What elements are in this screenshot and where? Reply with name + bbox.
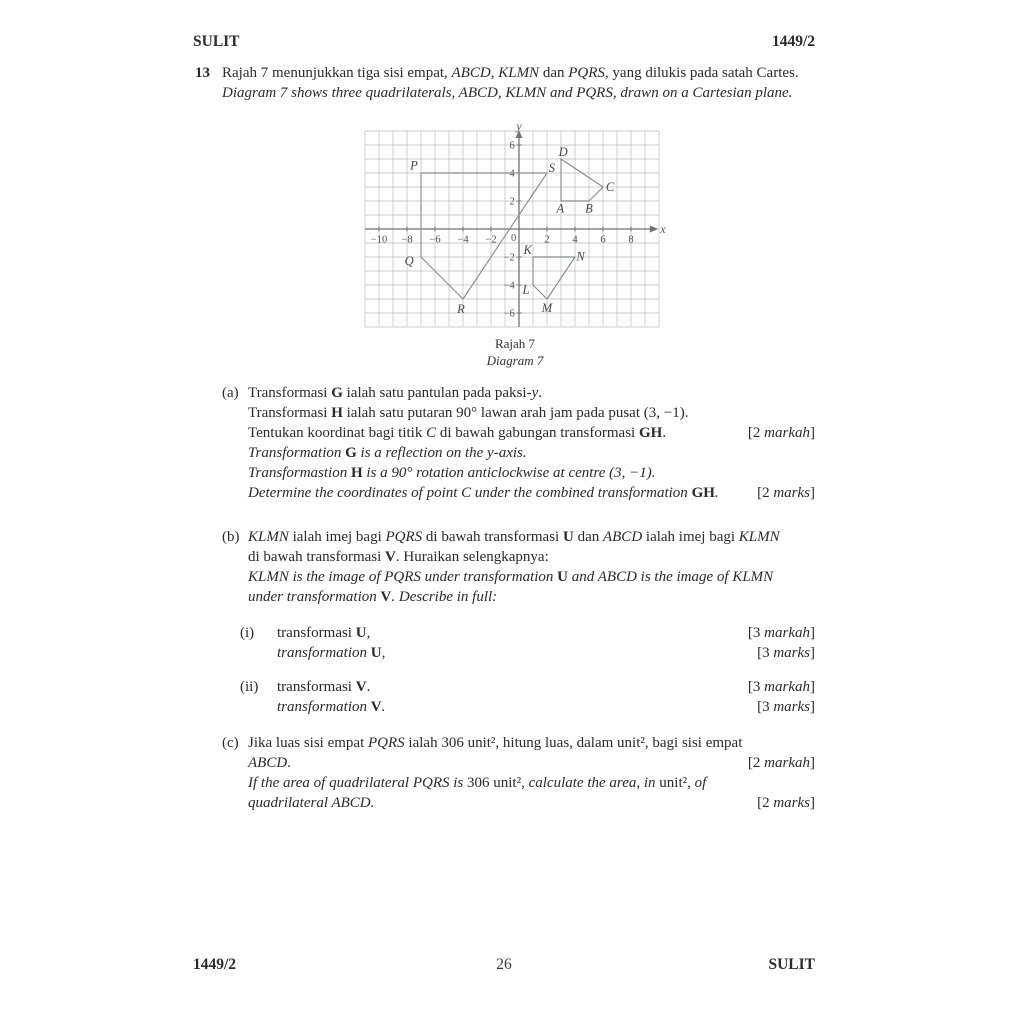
text-run: If the area of quadrilateral PQRS is	[248, 775, 468, 791]
vertex-label-D: D	[558, 145, 568, 159]
text-run: Transformation	[248, 445, 346, 461]
text-run: KLMN	[248, 529, 289, 545]
text-line	[248, 793, 815, 813]
text-run: transformasi	[277, 679, 356, 695]
subitem-i-marks-english	[757, 643, 815, 663]
text-run: U	[557, 569, 569, 585]
text-run: H	[331, 405, 343, 421]
question-number: 13	[195, 65, 210, 81]
text-run: .	[538, 385, 542, 401]
text-run: markah	[764, 425, 810, 441]
text-run: transformation	[277, 645, 371, 661]
vertex-label-B: B	[585, 201, 593, 216]
footer-paper-code: 1449/2	[193, 956, 237, 973]
text-run: dan	[573, 529, 603, 545]
line-text	[248, 567, 815, 587]
text-run: ]	[810, 625, 815, 641]
text-run: PQRS	[385, 529, 423, 545]
text-run: G	[331, 385, 343, 401]
text-run: G	[345, 445, 357, 461]
header-right-text: 1449/2	[771, 33, 815, 50]
text-run: H	[350, 465, 363, 481]
marks-label	[757, 793, 815, 813]
y-tick-label: 6	[509, 140, 515, 152]
part-b	[193, 527, 815, 607]
x-tick-label: −2	[485, 234, 497, 246]
text-run: .	[662, 425, 667, 441]
part-c-body	[248, 733, 815, 813]
text-line	[277, 643, 815, 663]
text-run: [3	[747, 625, 765, 641]
text-run: .	[287, 755, 291, 771]
text-run: ,	[366, 625, 371, 641]
footer-page-number: 26	[496, 956, 512, 973]
line-text	[248, 733, 815, 753]
text-line	[248, 483, 815, 503]
text-run: ]	[810, 485, 815, 501]
text-run: C	[426, 425, 437, 441]
x-tick-label: 4	[572, 234, 578, 246]
text-line	[277, 623, 815, 643]
x-tick-label: −8	[401, 234, 413, 246]
text-run: transformasi	[277, 625, 356, 641]
text-run: KLMN	[738, 529, 780, 545]
part-a-body	[248, 383, 815, 503]
line-text	[248, 383, 815, 403]
text-run: U	[370, 645, 382, 661]
text-run: V	[370, 699, 382, 715]
text-run: unit²	[659, 775, 688, 791]
text-run: ialah satu pantulan pada paksi-	[342, 385, 532, 401]
part-b-body	[248, 527, 815, 607]
y-tick-label: −6	[503, 308, 515, 320]
text-run: markah	[764, 755, 810, 771]
text-run: V	[385, 549, 396, 565]
text-run: marks	[773, 795, 810, 811]
text-run: and ABCD is the image of KLMN	[568, 569, 774, 585]
text-run: ialah satu putaran 90° lawan arah jam pada pusat (3, −1).	[342, 405, 689, 421]
text-run: Tentukan koordinat bagi titik	[248, 425, 427, 441]
text-run: ialah imej bagi	[288, 529, 386, 545]
text-run: marks	[773, 699, 810, 715]
vertex-label-L: L	[522, 282, 530, 297]
intro-line-english-text	[222, 83, 815, 103]
x-tick-label: −10	[370, 234, 388, 246]
text-line	[248, 773, 815, 793]
text-run: . Describe in full:	[391, 589, 498, 605]
cartesian-plane	[361, 119, 669, 331]
text-run: ]	[810, 425, 815, 441]
text-run: [2	[747, 425, 765, 441]
text-run: ]	[810, 795, 815, 811]
text-run: KLMN	[498, 65, 540, 81]
text-run: Transformasi	[248, 405, 332, 421]
intro-line-english	[222, 83, 815, 103]
vertex-label-Q: Q	[404, 254, 414, 269]
text-line	[277, 677, 815, 697]
origin-label: 0	[510, 233, 517, 244]
text-run: V	[380, 589, 392, 605]
text-line	[248, 587, 815, 607]
x-axis-label: x	[660, 222, 666, 236]
text-run: di bawah transformasi	[422, 529, 563, 545]
text-run: ialah imej bagi	[642, 529, 739, 545]
part-a	[193, 383, 815, 503]
line-text	[248, 793, 757, 813]
text-line	[248, 403, 815, 423]
text-run: Rajah 7 menunjukkan tiga sisi empat,	[222, 65, 452, 81]
vertex-label-N: N	[576, 249, 585, 264]
text-run: . Huraikan selengkapnya:	[395, 549, 549, 565]
text-run: ABCD	[602, 529, 643, 545]
y-axis-label: y	[516, 119, 522, 133]
text-line	[248, 547, 815, 567]
line-text	[248, 547, 815, 567]
text-run: ]	[810, 699, 815, 715]
text-run: [2	[757, 795, 774, 811]
text-run: is a 90° rotation anticlockwise at centre (3, −1).	[362, 465, 656, 481]
subitem-ii-label: (ii)	[240, 679, 259, 695]
part-c	[193, 733, 815, 813]
quadrilateral-ABCD	[561, 159, 603, 201]
text-run: ialah 306 unit², hitung luas, dalam unit², bagi sisi empat	[404, 735, 743, 751]
text-run: PQRS	[368, 735, 405, 751]
text-run: Transformasi	[248, 385, 332, 401]
text-run: markah	[764, 625, 810, 641]
text-run: [3	[747, 679, 765, 695]
text-run: ABCD	[451, 65, 491, 81]
vertex-label-R: R	[457, 301, 465, 316]
text-run: GH	[638, 425, 663, 441]
line-text	[248, 527, 815, 547]
vertex-label-P: P	[410, 158, 418, 173]
line-text	[248, 423, 748, 443]
text-line	[248, 733, 815, 753]
text-run: [2	[757, 485, 774, 501]
text-line	[248, 443, 815, 463]
subitem-ii-marks-malay	[748, 677, 815, 697]
text-run: V	[355, 679, 367, 695]
question-intro-body	[222, 63, 815, 103]
x-tick-label: 6	[600, 234, 606, 246]
text-run: ,	[381, 645, 386, 661]
page-footer	[193, 956, 815, 974]
subitem-i-malay	[277, 623, 748, 643]
line-text	[248, 403, 815, 423]
text-run: PQRS	[568, 65, 605, 81]
x-axis-arrow	[650, 226, 658, 233]
text-run: marks	[773, 645, 810, 661]
subitem-i-label: (i)	[240, 625, 255, 641]
text-run: ]	[810, 645, 815, 661]
vertex-label-K: K	[523, 243, 532, 257]
subitem-i-marks-malay	[748, 623, 815, 643]
text-run: ABCD	[248, 755, 288, 771]
page-content	[193, 63, 815, 813]
text-line	[277, 697, 815, 717]
text-run: .	[714, 485, 719, 501]
subitem-ii	[240, 677, 815, 717]
text-run: , yang dilukis pada satah Cartes.	[604, 65, 799, 81]
figure-caption	[204, 335, 826, 369]
line-text	[248, 463, 815, 483]
page-header	[193, 33, 815, 51]
text-run: Determine the coordinates of point C under the combined transformation	[248, 485, 692, 501]
text-line	[248, 463, 815, 483]
marks-label	[748, 753, 815, 773]
text-run: GH	[691, 485, 715, 501]
subitem-ii-malay	[277, 677, 748, 697]
text-run: Jika luas sisi empat	[248, 735, 368, 751]
text-run: U	[355, 625, 367, 641]
caption-malay: Rajah 7	[494, 336, 536, 351]
text-run: [3	[757, 645, 774, 661]
text-run: y	[531, 385, 539, 401]
line-text	[248, 773, 815, 793]
subitem-i	[240, 623, 815, 663]
text-run: [3	[757, 699, 774, 715]
text-line	[248, 423, 815, 443]
subitem-ii-english	[277, 697, 757, 717]
text-run: ]	[810, 755, 815, 771]
caption-english: Diagram 7	[486, 353, 544, 368]
x-tick-label: 8	[628, 234, 634, 246]
text-line	[248, 527, 815, 547]
vertex-label-A: A	[556, 201, 565, 216]
vertex-label-S: S	[548, 161, 556, 176]
diagram-7-figure	[204, 119, 826, 369]
text-run: .	[381, 699, 386, 715]
subitem-ii-body	[277, 677, 815, 717]
y-tick-label: 4	[509, 168, 515, 180]
y-tick-label: 2	[509, 196, 515, 208]
y-tick-label: −2	[503, 252, 515, 264]
text-run: [2	[747, 755, 765, 771]
text-run: markah	[764, 679, 810, 695]
intro-line-malay-text	[222, 63, 815, 83]
quadrilateral-KLMN	[533, 257, 575, 299]
x-tick-label: 2	[544, 234, 550, 246]
footer-right-text: SULIT	[768, 956, 815, 973]
question-13-intro	[193, 63, 815, 103]
line-text	[248, 587, 815, 607]
y-tick-label: −4	[503, 280, 515, 292]
x-tick-label: −4	[457, 234, 469, 246]
text-run: marks	[773, 485, 810, 501]
marks-label	[748, 423, 815, 443]
subitem-i-body	[277, 623, 815, 663]
text-run: di bawah gabungan transformasi	[436, 425, 639, 441]
text-line	[248, 567, 815, 587]
intro-line-malay	[222, 63, 815, 83]
text-line	[248, 383, 815, 403]
text-run: ]	[810, 679, 815, 695]
part-c-label: (c)	[222, 735, 239, 751]
header-left-text: SULIT	[193, 33, 240, 50]
text-run: transformation	[277, 699, 371, 715]
text-run: U	[562, 529, 574, 545]
x-tick-label: −6	[429, 234, 441, 246]
text-run: under transformation	[248, 589, 381, 605]
text-run: Transformastion	[248, 465, 351, 481]
text-run: , calculate the area, in	[521, 775, 660, 791]
line-text	[248, 483, 757, 503]
line-text	[248, 443, 815, 463]
part-a-label: (a)	[222, 385, 239, 401]
line-text	[248, 753, 748, 773]
text-run: quadrilateral ABCD.	[248, 795, 375, 811]
text-run: , of	[687, 775, 707, 791]
part-b-label: (b)	[222, 529, 240, 545]
text-run: dan	[539, 65, 569, 81]
text-run: ,	[490, 65, 499, 81]
text-run: Diagram 7 shows three quadrilaterals, ABCD, KLMN and PQRS, drawn on a Cartesian plane.	[222, 85, 793, 101]
text-run: is a reflection on the y-axis.	[356, 445, 527, 461]
vertex-label-C: C	[605, 180, 615, 194]
subitem-i-english	[277, 643, 757, 663]
text-run: 306 unit²	[467, 775, 522, 791]
text-run: di bawah transformasi	[248, 549, 386, 565]
text-line	[248, 753, 815, 773]
vertex-label-M: M	[541, 301, 553, 316]
subitem-ii-marks-english	[757, 697, 815, 717]
marks-label	[757, 483, 815, 503]
text-run: KLMN is the image of PQRS under transformation	[248, 569, 558, 585]
text-run: .	[366, 679, 371, 695]
